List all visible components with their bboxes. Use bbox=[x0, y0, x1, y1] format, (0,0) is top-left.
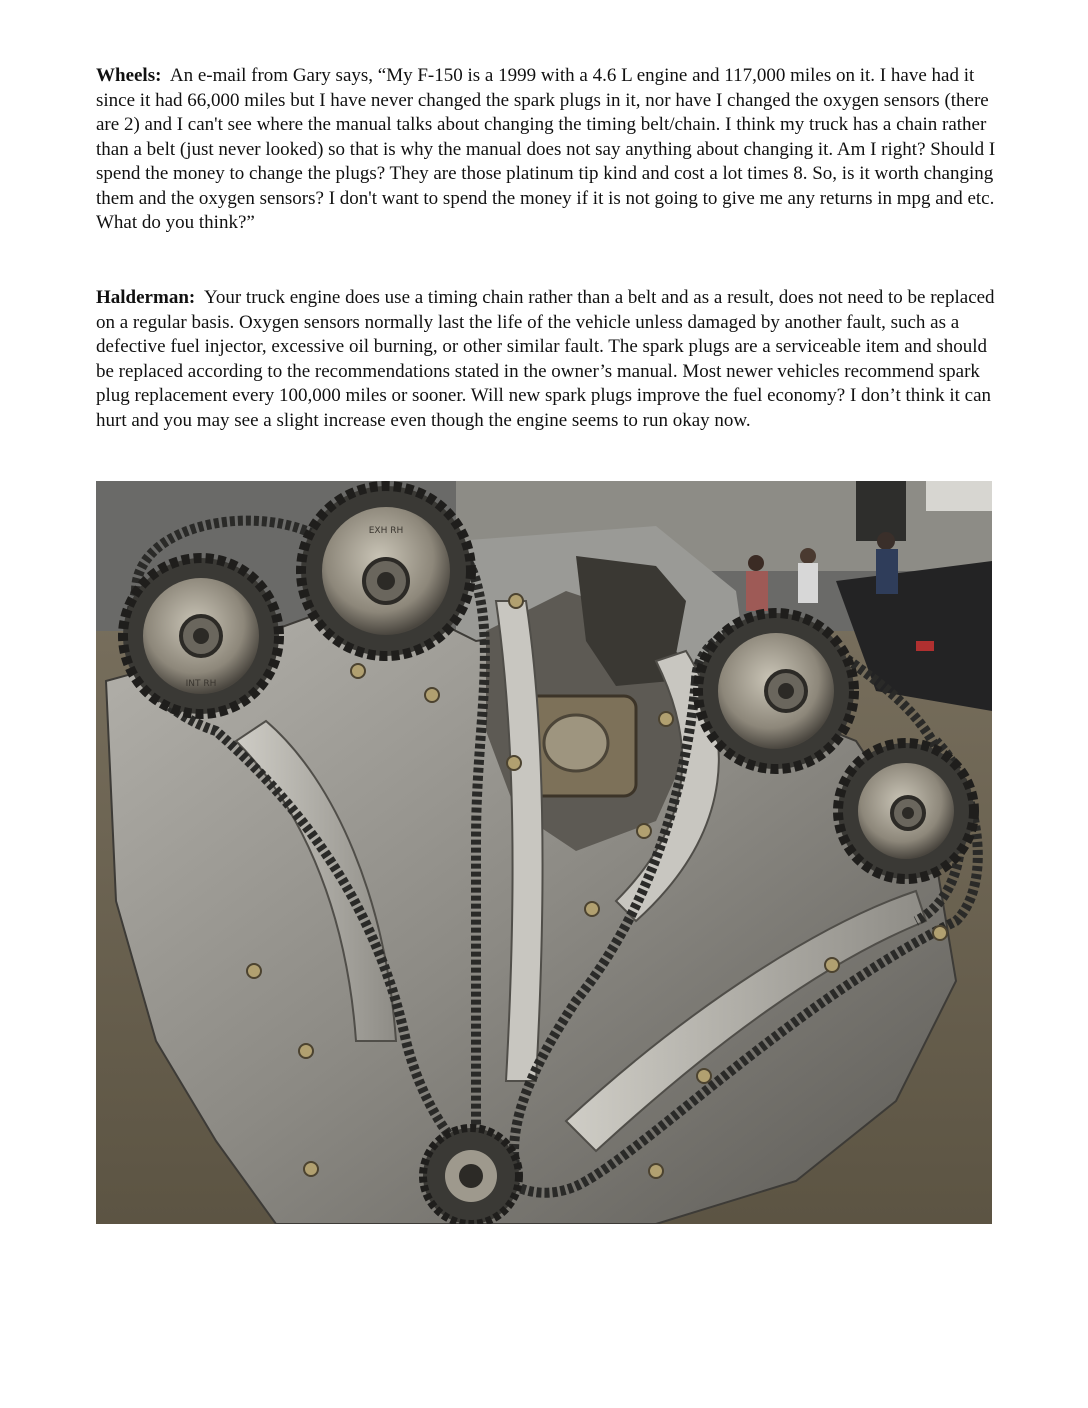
paragraph-label: Halderman: bbox=[96, 287, 196, 308]
cam-sprocket-right-upper bbox=[698, 613, 854, 769]
paragraph-label: Wheels: bbox=[96, 65, 162, 86]
cam-sprocket-left-intake bbox=[123, 558, 279, 714]
cam-sprocket-left-exhaust bbox=[301, 486, 471, 656]
paragraph-text: An e-mail from Gary says, “My F-150 is a 1999 with a 4.6 L engine and 117,000 miles on it. I have had it since it had 66,000 miles but I have never changed the spark plugs in it, nor have I changed the oxygen sensors (there are 2) and I can't see where the manual talks about changing the timing belt/chain. I think my truck has a chain rather than a belt (just never looked) so that is why the manual does not say anything about changing it. Am I right? Should I spend the money to change the plugs? They are those platinum tip kind and cost a lot times 8. So, is it worth changing them and the oxygen sensors? I don't want to spend the money if it is not going to give me any returns in mpg and etc. What do you think?” bbox=[96, 65, 996, 233]
paragraph-text: Your truck engine does use a timing chain rather than a belt and as a result, does not need to be replaced on a regular basis. Oxygen sensors normally last the life of the vehicle unless damaged by another fault, such as a defective fuel injector, excessive oil burning, or other similar fault. The spark plugs are a serviceable item and should be replaced according to the recommendations stated in the owner’s manual. Most newer vehicles recommend spark plug replacement every 100,000 miles or sooner. Will new spark plugs improve the fuel economy? I don’t think it can hurt and you may see a slight increase even though the engine seems to run okay now. bbox=[96, 287, 995, 431]
sprocket-marking: EXH RH bbox=[368, 526, 404, 536]
question-paragraph bbox=[96, 64, 996, 236]
cam-sprocket-right-lower bbox=[838, 743, 974, 879]
answer-paragraph bbox=[96, 286, 996, 433]
crankshaft-sprocket bbox=[423, 1128, 519, 1224]
engine-timing-chain-photo bbox=[96, 481, 992, 1224]
sprocket-marking: INT RH bbox=[185, 679, 217, 689]
